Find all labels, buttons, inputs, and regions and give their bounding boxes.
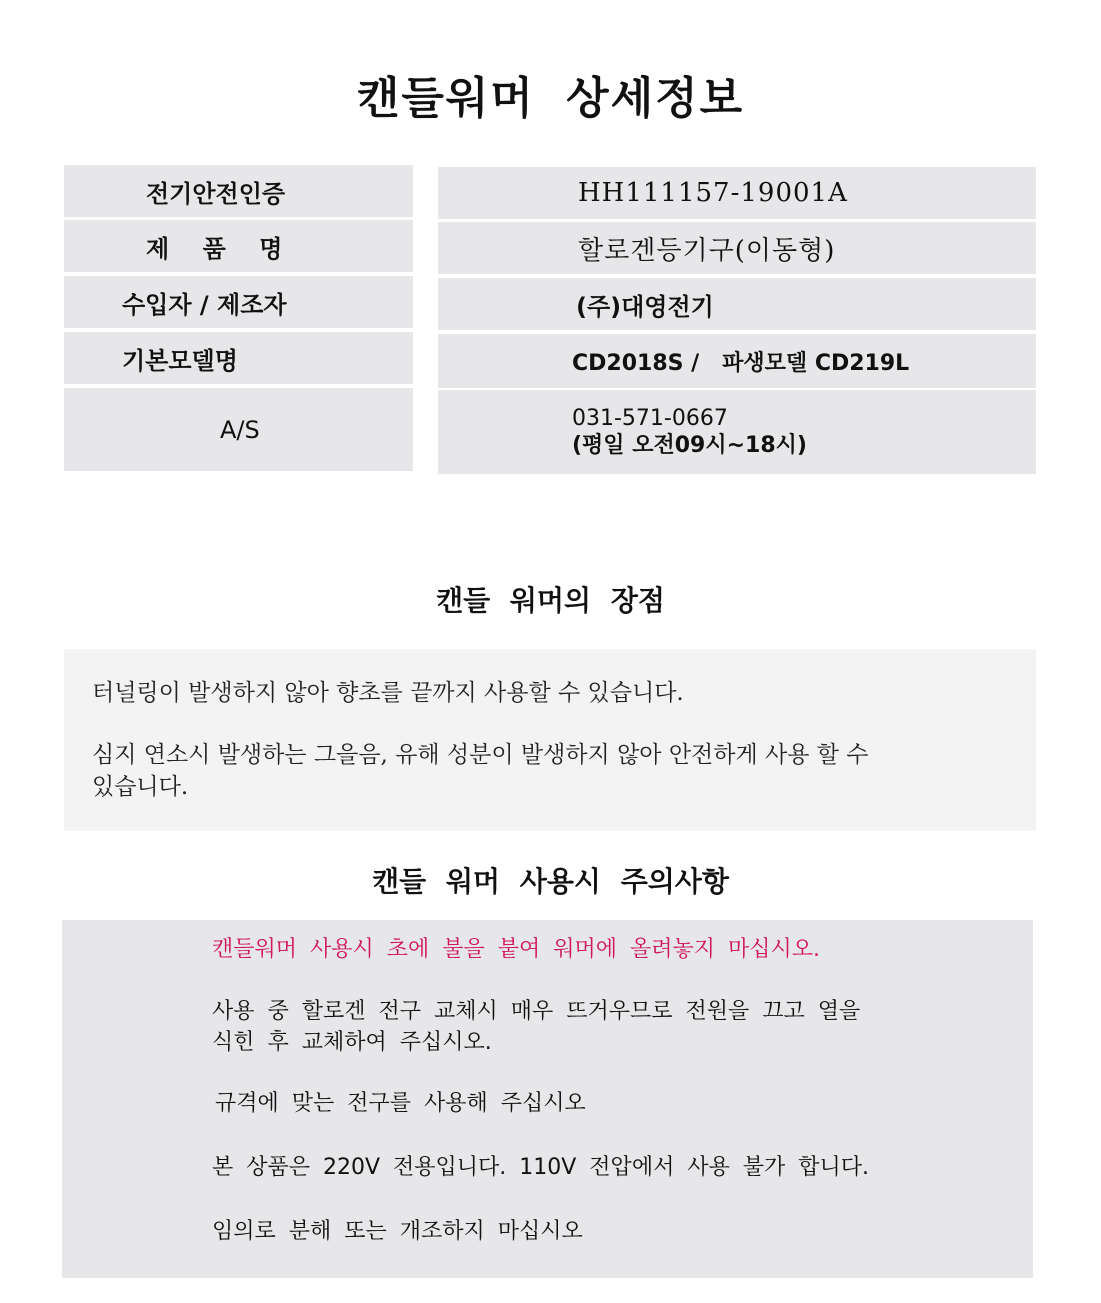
caution-item: 임의로 분해 또는 개조하지 마십시오 — [212, 1219, 583, 1244]
spec-value-cell — [438, 222, 1036, 274]
spec-label-cell — [64, 276, 413, 328]
spec-value-cell — [438, 278, 1036, 330]
advantages-heading: 캔들 워머의 장점 — [436, 584, 665, 617]
cautions-heading: 캔들 워머 사용시 주의사항 — [372, 865, 729, 898]
spec-label-cell — [64, 165, 413, 217]
advantage-text: 심지 연소시 발생하는 그을음, 유해 성분이 발생하지 않아 안전하게 사용 할 수 — [92, 742, 869, 768]
spec-label-model: 기본모델명 — [122, 346, 238, 375]
spec-label: 전기안전인증 — [146, 179, 286, 208]
caution-item-highlight: 캔들워머 사용시 초에 불을 붙여 워머에 올려놓지 마십시오. — [212, 937, 820, 962]
advantage-text: 터널링이 발생하지 않아 향초를 끝까지 사용할 수 있습니다. — [92, 680, 684, 706]
spec-value-cell — [438, 390, 1036, 474]
spec-value-product-name: 할로겐등기구(이동형) — [578, 235, 836, 266]
spec-value-certification: HH111157-19001A — [578, 178, 848, 208]
page-title: 캔들워머 상세정보 — [356, 73, 745, 124]
caution-item: 본 상품은 220V 전용입니다. 110V 전압에서 사용 불가 합니다. — [212, 1155, 870, 1180]
spec-value-cell — [438, 334, 1036, 388]
caution-item: 식힌 후 교체하여 주십시오. — [212, 1030, 492, 1055]
spec-label-cell — [64, 332, 413, 384]
advantages-panel — [64, 649, 1036, 831]
spec-value-importer: (주)대영전기 — [576, 292, 714, 321]
spec-label — [146, 229, 282, 264]
spec-label-cell — [64, 388, 413, 471]
advantage-text: 있습니다. — [92, 774, 189, 800]
caution-item: 규격에 맞는 전구를 사용해 주십시오 — [215, 1091, 586, 1116]
spec-label-product-name: 제 품 명 — [146, 234, 283, 263]
caution-item: 사용 중 할로겐 전구 교체시 매우 뜨거우므로 전원을 끄고 열을 — [212, 999, 861, 1024]
spec-value-model: CD2018S / 파생모델 CD219L — [572, 350, 910, 376]
spec-label-as: A/S — [220, 415, 260, 444]
spec-value-cell — [438, 167, 1036, 219]
spec-label-importer: 수입자 / 제조자 — [122, 290, 287, 319]
spec-label-cell — [64, 220, 413, 272]
spec-value-as-hours: (평일 오전09시~18시) — [572, 433, 807, 458]
cautions-panel — [62, 920, 1033, 1278]
spec-value-as-phone: 031-571-0667 — [572, 406, 728, 431]
